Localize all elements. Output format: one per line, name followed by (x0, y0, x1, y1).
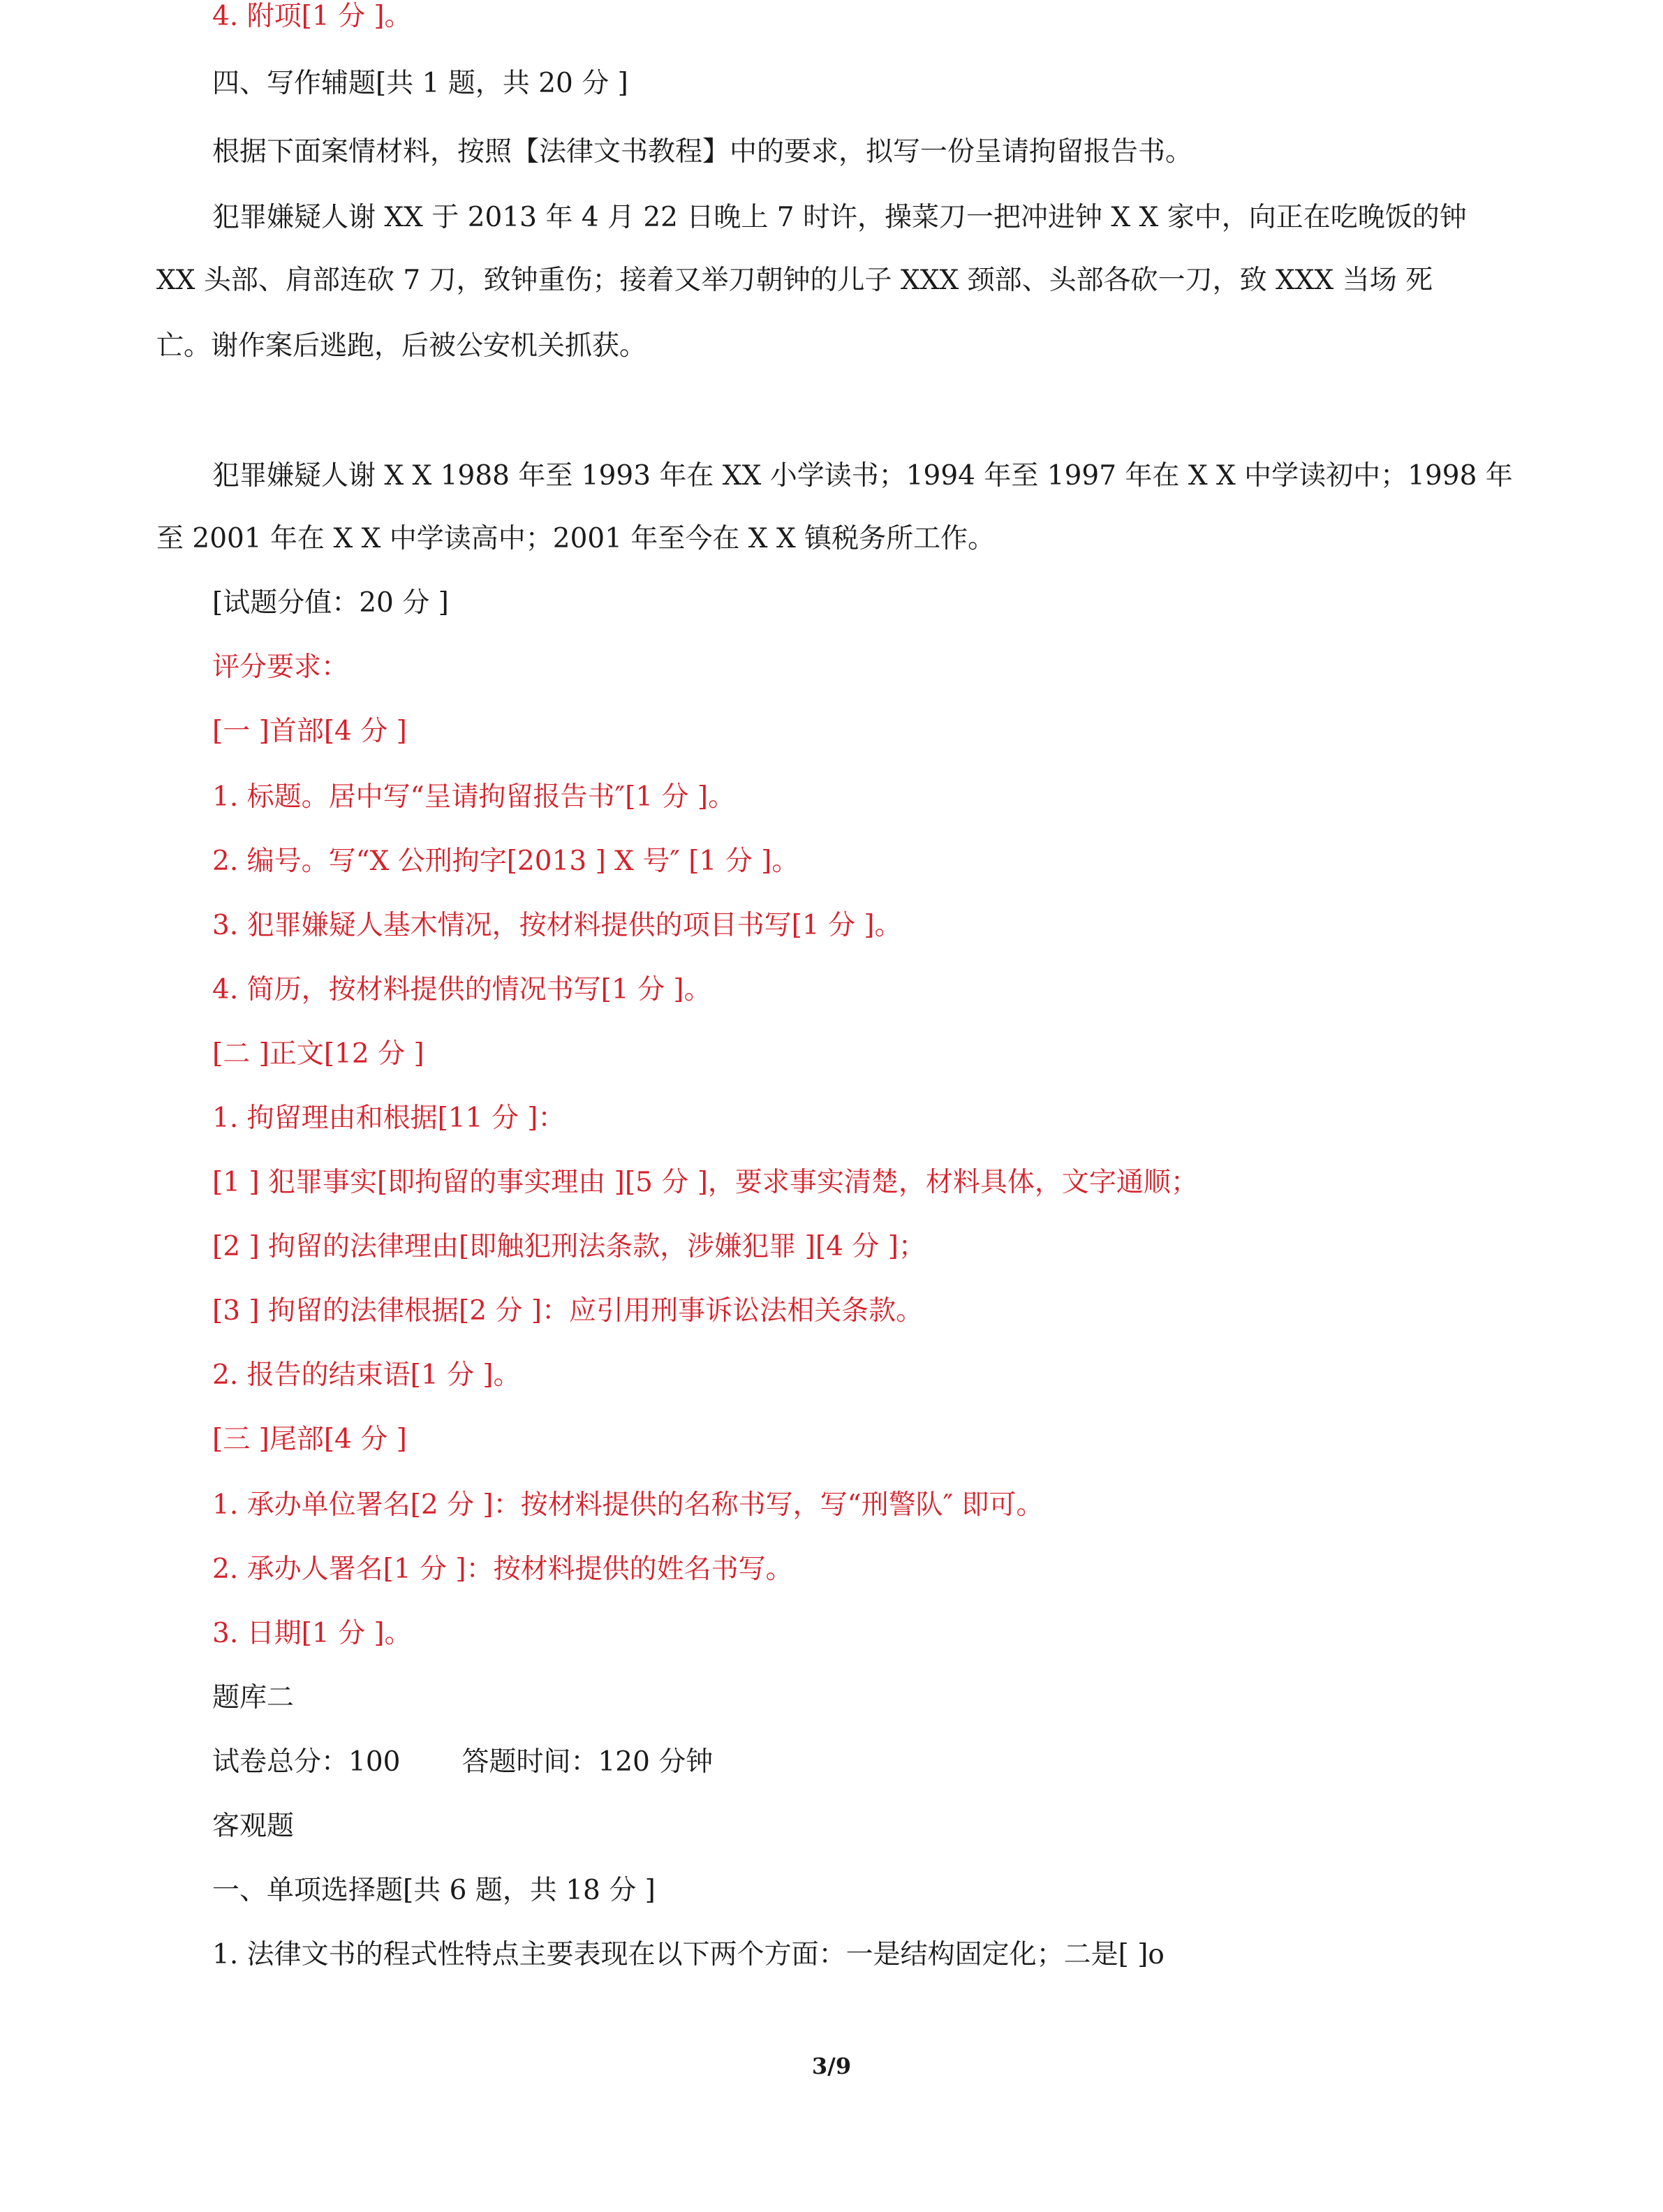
grading-item-closing: 2. 报告的结束语[1 分 ]。 (212, 1359, 521, 1391)
grading-heading: 评分要求： (212, 651, 349, 683)
grading-subitem-legal-reason: [2 ] 拘留的法律理由[即触犯刑法条款，涉嫌犯罪 ][4 分 ]； (212, 1231, 926, 1262)
question-score: [试题分值：20 分 ] (212, 587, 449, 619)
exam-total-score: 试卷总分：100 (212, 1746, 401, 1778)
case-paragraph-1-line-1: 犯罪嫌疑人谢 XX 于 2013 年 4 月 22 日晚上 7 时许，操菜刀一把冲进钟 X X 家中，向正在吃晚饭的钟 (212, 202, 1467, 233)
case-paragraph-2-line-2: 至 2001 年在 X X 中学读高中；2001 年至今在 X X 镇税务所工作。 (156, 523, 996, 554)
grading-subitem-facts: [1 ] 犯罪事实[即拘留的事实理由 ][5 分 ]，要求事实清楚，材料具体，文字通顺； (212, 1167, 1198, 1198)
question-instruction: 根据下面案情材料，按照【法律文书教程】中的要求，拟写一份呈请拘留报告书。 (212, 136, 1193, 168)
grading-item-date: 3. 日期[1 分 ]。 (212, 1618, 412, 1649)
section-4-heading: 四、写作辅题[共 1 题，共 20 分 ] (212, 68, 628, 99)
grading-part-1-heading: [一 ]首部[4 分 ] (212, 716, 407, 747)
grading-item-person-signature: 2. 承办人署名[1 分 ]：按材料提供的姓名书写。 (212, 1554, 793, 1585)
case-paragraph-2-line-1: 犯罪嫌疑人谢 X X 1988 年至 1993 年在 XX 小学读书；1994 年至 1997 年在 X X 中学读初中；1998 年 (212, 460, 1513, 492)
question-1: 1. 法律文书的程式性特点主要表现在以下两个方面：一是结构固定化；二是[ ]o (212, 1939, 1165, 1970)
objective-questions-heading: 客观题 (212, 1811, 295, 1842)
grading-item-unit-signature: 1. 承办单位署名[2 分 ]：按材料提供的名称书写，写“刑警队″ 即可。 (212, 1489, 1044, 1521)
question-bank-2-heading: 题库二 (212, 1682, 295, 1713)
grading-part-3-heading: [三 ]尾部[4 分 ] (212, 1424, 407, 1455)
grading-item-title: 1. 标题。居中写“呈请拘留报告书″[1 分 ]。 (212, 781, 736, 813)
section-1-heading: 一、单项选择题[共 6 题，共 18 分 ] (212, 1875, 656, 1906)
page-number: 3/9 (811, 2053, 852, 2079)
exam-duration: 答题时间：120 分钟 (461, 1746, 714, 1778)
grading-subitem-legal-basis: [3 ] 拘留的法律根据[2 分 ]：应引用刑事诉讼法相关条款。 (212, 1295, 924, 1327)
grading-item-number: 2. 编号。写“X 公刑拘字[2013 ] X 号″ [1 分 ]。 (212, 846, 799, 877)
case-paragraph-1-line-2: XX 头部、肩部连砍 7 刀，致钟重伤；接着又举刀朝钟的儿子 XXX 颈部、头部各砍一刀，致 XXX 当场 死 (156, 265, 1433, 296)
exam-meta (212, 1730, 1502, 1794)
grading-item-resume: 4. 简历，按材料提供的情况书写[1 分 ]。 (212, 974, 711, 1005)
item-4-appendix: 4. 附项[1 分 ]。 (212, 1, 412, 32)
case-paragraph-1-line-3: 亡。谢作案后逃跑，后被公安机关抓获。 (156, 330, 647, 362)
grading-part-2-heading: [二 ]正文[12 分 ] (212, 1038, 424, 1070)
grading-item-basic-info: 3. 犯罪嫌疑人基木情况，按材料提供的项目书写[1 分 ]。 (212, 910, 902, 941)
grading-item-reasons: 1. 拘留理由和根据[11 分 ]： (212, 1103, 566, 1134)
